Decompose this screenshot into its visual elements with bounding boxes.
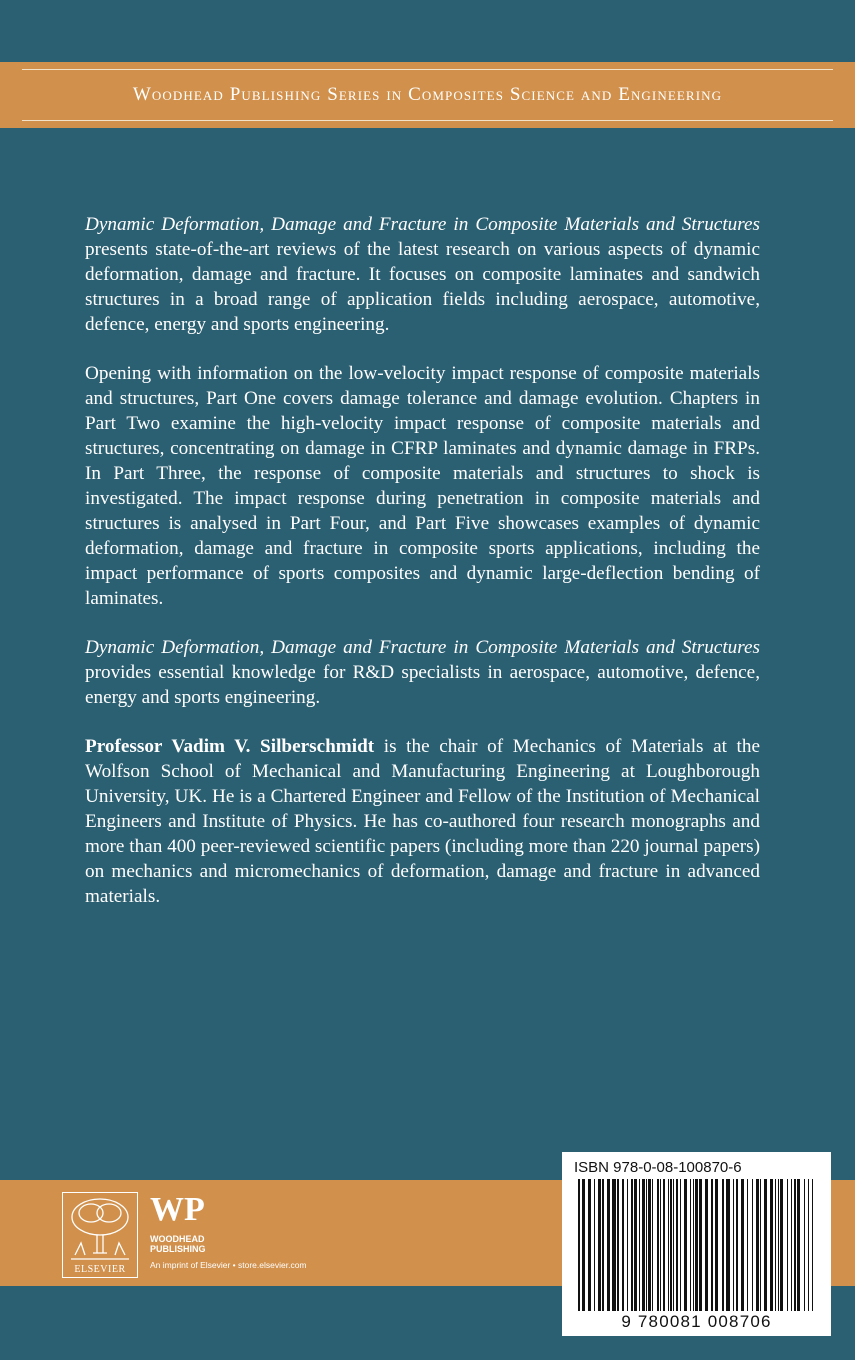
barcode-bar: [670, 1179, 672, 1311]
barcode-bar: [634, 1179, 637, 1311]
barcode-bar: [660, 1179, 661, 1311]
barcode-bar: [787, 1179, 788, 1311]
series-title: Woodhead Publishing Series in Composites Science and Engineering: [132, 84, 723, 105]
barcode-bar: [578, 1179, 580, 1311]
woodhead-publishing-name: WOODHEAD PUBLISHING: [150, 1234, 206, 1254]
book-title-italic: Dynamic Deformation, Damage and Fracture in Composite Materials and Structures: [85, 214, 760, 235]
paragraph-intro: [85, 212, 760, 337]
isbn-barcode-box: [562, 1152, 831, 1336]
elsevier-logo: [62, 1192, 138, 1278]
barcode-bar: [598, 1179, 601, 1311]
barcode-bar: [627, 1179, 628, 1311]
paragraph-audience-text: provides essential knowledge for R&D specialists in aerospace, automotive, defence, energy and sports engineering.: [85, 662, 760, 708]
barcode-bar: [639, 1179, 640, 1311]
barcode-bar: [791, 1179, 792, 1311]
back-cover-description: [85, 212, 760, 933]
barcode-bar: [733, 1179, 734, 1311]
paragraph-audience: [85, 635, 760, 710]
barcode-bar: [622, 1179, 624, 1311]
barcode-bar: [612, 1179, 616, 1311]
paragraph-intro-text: presents state-of-the-art reviews of the latest research on various aspects of dynamic deformation, damage and fracture. It focuses on composite laminates and sandwich structures in a broad range of application fields including aerospace, automotive, defence, energy and sports engineering.: [85, 239, 760, 335]
barcode-bar: [804, 1179, 805, 1311]
barcode-bar: [794, 1179, 796, 1311]
barcode-bar: [690, 1179, 691, 1311]
barcode-bar: [652, 1179, 653, 1311]
paragraph-author: [85, 734, 760, 909]
barcode-bar: [673, 1179, 674, 1311]
paragraph-contents: Opening with information on the low-velocity impact response of composite materials and structures, Part One covers damage tolerance and damage evolution. Chapters in Part Two examine the high-velocity impact response of composite materials and structures, concentrating on damage in CFRP laminates and dynamic damage in FRPs. In Part Three, the response of composite materials and structures to shock is investigated. The impact response during penetration in composite materials and structures is analysed in Part Four, and Part Five showcases examples of dynamic deformation, damage and fracture in composite sports applications, including the impact performance of sports composites and dynamic large-deflection bending of laminates.: [85, 363, 760, 609]
barcode-bar: [741, 1179, 744, 1311]
isbn-digits: 9 780081 008706: [621, 1312, 772, 1331]
barcode: [578, 1179, 815, 1311]
barcode-bar: [756, 1179, 759, 1311]
barcode-bar: [594, 1179, 595, 1311]
barcode-bar: [711, 1179, 713, 1311]
barcode-bar: [676, 1179, 678, 1311]
barcode-bar: [747, 1179, 748, 1311]
barcode-bar: [680, 1179, 681, 1311]
author-bio: is the chair of Mechanics of Materials at the Wolfson School of Mechanical and Manufacturing Engineering at Loughborough University, UK. He is a Chartered Engineer and Fellow of the Institution of Mechanical Engineers and Institute of Physics. He has co-authored four research monographs and more than 400 peer-reviewed scientific papers (including more than 220 journal papers) on mechanics and micromechanics of deformation, damage and fracture in advanced materials.: [85, 736, 761, 907]
barcode-bar: [646, 1179, 647, 1311]
barcode-bar: [778, 1179, 779, 1311]
barcode-bar: [775, 1179, 776, 1311]
barcode-bar: [582, 1179, 585, 1311]
wp-logo-mark: WP: [150, 1191, 205, 1228]
barcode-bar: [760, 1179, 761, 1311]
barcode-bar: [588, 1179, 591, 1311]
series-frame: [22, 69, 833, 121]
elsevier-tree-icon: [63, 1193, 137, 1263]
barcode-bar: [764, 1179, 767, 1311]
imprint-line: An imprint of Elsevier • store.elsevier.com: [150, 1260, 307, 1270]
barcode-bar: [693, 1179, 694, 1311]
top-strip: [0, 0, 855, 62]
barcode-bar: [808, 1179, 809, 1311]
elsevier-wordmark: ELSEVIER: [74, 1264, 126, 1275]
barcode-bar: [663, 1179, 665, 1311]
barcode-bar: [812, 1179, 813, 1311]
barcode-bar: [607, 1179, 610, 1311]
barcode-bar: [695, 1179, 698, 1311]
barcode-bar: [602, 1179, 604, 1311]
barcode-bar: [642, 1179, 645, 1311]
isbn-label: ISBN 978-0-08-100870-6: [574, 1159, 742, 1176]
barcode-bar: [780, 1179, 783, 1311]
barcode-bar: [705, 1179, 708, 1311]
barcode-bar: [797, 1179, 800, 1311]
author-name: Professor Vadim V. Silberschmidt: [85, 736, 375, 757]
barcode-bar: [726, 1179, 730, 1311]
book-title-italic: Dynamic Deformation, Damage and Fracture in Composite Materials and Structures: [85, 637, 760, 658]
barcode-bar: [668, 1179, 669, 1311]
barcode-bar: [684, 1179, 687, 1311]
barcode-bar: [631, 1179, 633, 1311]
barcode-bar: [657, 1179, 659, 1311]
barcode-bar: [715, 1179, 718, 1311]
barcode-bar: [617, 1179, 619, 1311]
barcode-bar: [648, 1179, 651, 1311]
barcode-bar: [736, 1179, 738, 1311]
barcode-bar: [770, 1179, 773, 1311]
barcode-bar: [722, 1179, 724, 1311]
barcode-bar: [699, 1179, 702, 1311]
barcode-bar: [752, 1179, 753, 1311]
publisher-logos: [62, 1188, 362, 1280]
series-band: [0, 62, 855, 128]
